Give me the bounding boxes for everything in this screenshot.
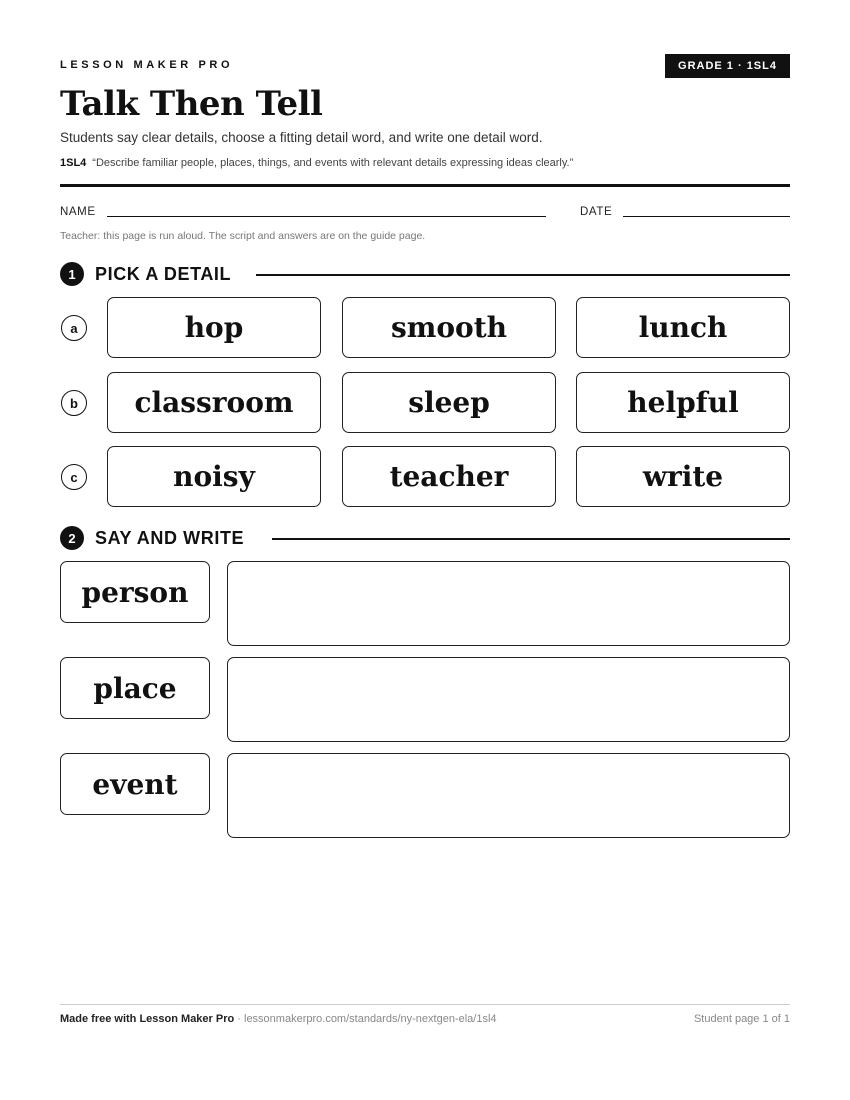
prompt-card-person: person bbox=[60, 561, 210, 623]
answer-box-event[interactable] bbox=[227, 753, 790, 838]
name-field[interactable] bbox=[107, 216, 546, 217]
section-say-and-write bbox=[60, 524, 790, 548]
answer-box-person[interactable] bbox=[227, 561, 790, 646]
row-letter-b: b bbox=[61, 390, 87, 416]
teacher-note: Teacher: this page is run aloud. The script and answers are on the guide page. bbox=[60, 230, 426, 242]
row-letter-a: a bbox=[61, 315, 87, 341]
word-card[interactable]: sleep bbox=[342, 372, 556, 433]
word-card[interactable]: smooth bbox=[342, 297, 556, 358]
word-card[interactable]: write bbox=[576, 446, 790, 507]
section-rule bbox=[256, 274, 790, 276]
footer-divider bbox=[60, 1004, 790, 1005]
page-title: Talk Then Tell bbox=[60, 84, 323, 124]
footer-credit bbox=[60, 1013, 497, 1025]
brand-name: LESSON MAKER PRO bbox=[60, 59, 234, 71]
word-card[interactable]: classroom bbox=[107, 372, 321, 433]
section-title: SAY AND WRITE bbox=[95, 528, 245, 548]
footer-page-number: Student page 1 of 1 bbox=[693, 1013, 790, 1025]
answer-box-place[interactable] bbox=[227, 657, 790, 742]
grade-badge: GRADE 1 · 1SL4 bbox=[665, 54, 790, 78]
footer-separator: · bbox=[234, 1013, 244, 1025]
footer-made-with: Made free with Lesson Maker Pro bbox=[60, 1013, 235, 1025]
prompt-card-place: place bbox=[60, 657, 210, 719]
section-title: PICK A DETAIL bbox=[95, 264, 232, 284]
date-field[interactable] bbox=[623, 216, 790, 217]
header-divider bbox=[60, 184, 790, 187]
footer-url[interactable]: lessonmakerpro.com/standards/ny-nextgen-ela/1sl4 bbox=[244, 1013, 497, 1025]
name-label: NAME bbox=[60, 206, 96, 218]
prompt-card-event: event bbox=[60, 753, 210, 815]
section-number: 2 bbox=[60, 526, 84, 550]
word-card[interactable]: lunch bbox=[576, 297, 790, 358]
standard-code: 1SL4 bbox=[60, 157, 87, 169]
section-number: 1 bbox=[60, 262, 84, 286]
word-card[interactable]: noisy bbox=[107, 446, 321, 507]
word-card[interactable]: hop bbox=[107, 297, 321, 358]
row-letter-c: c bbox=[61, 464, 87, 490]
word-card[interactable]: helpful bbox=[576, 372, 790, 433]
date-label: DATE bbox=[580, 206, 613, 218]
standard-line bbox=[60, 157, 573, 169]
section-rule bbox=[272, 538, 790, 540]
section-pick-a-detail bbox=[60, 260, 790, 284]
standard-text: “Describe familiar people, places, things, and events with relevant details expressing ideas clearly.” bbox=[92, 157, 574, 169]
word-card[interactable]: teacher bbox=[342, 446, 556, 507]
page-subtitle: Students say clear details, choose a fitting detail word, and write one detail word. bbox=[60, 130, 543, 145]
